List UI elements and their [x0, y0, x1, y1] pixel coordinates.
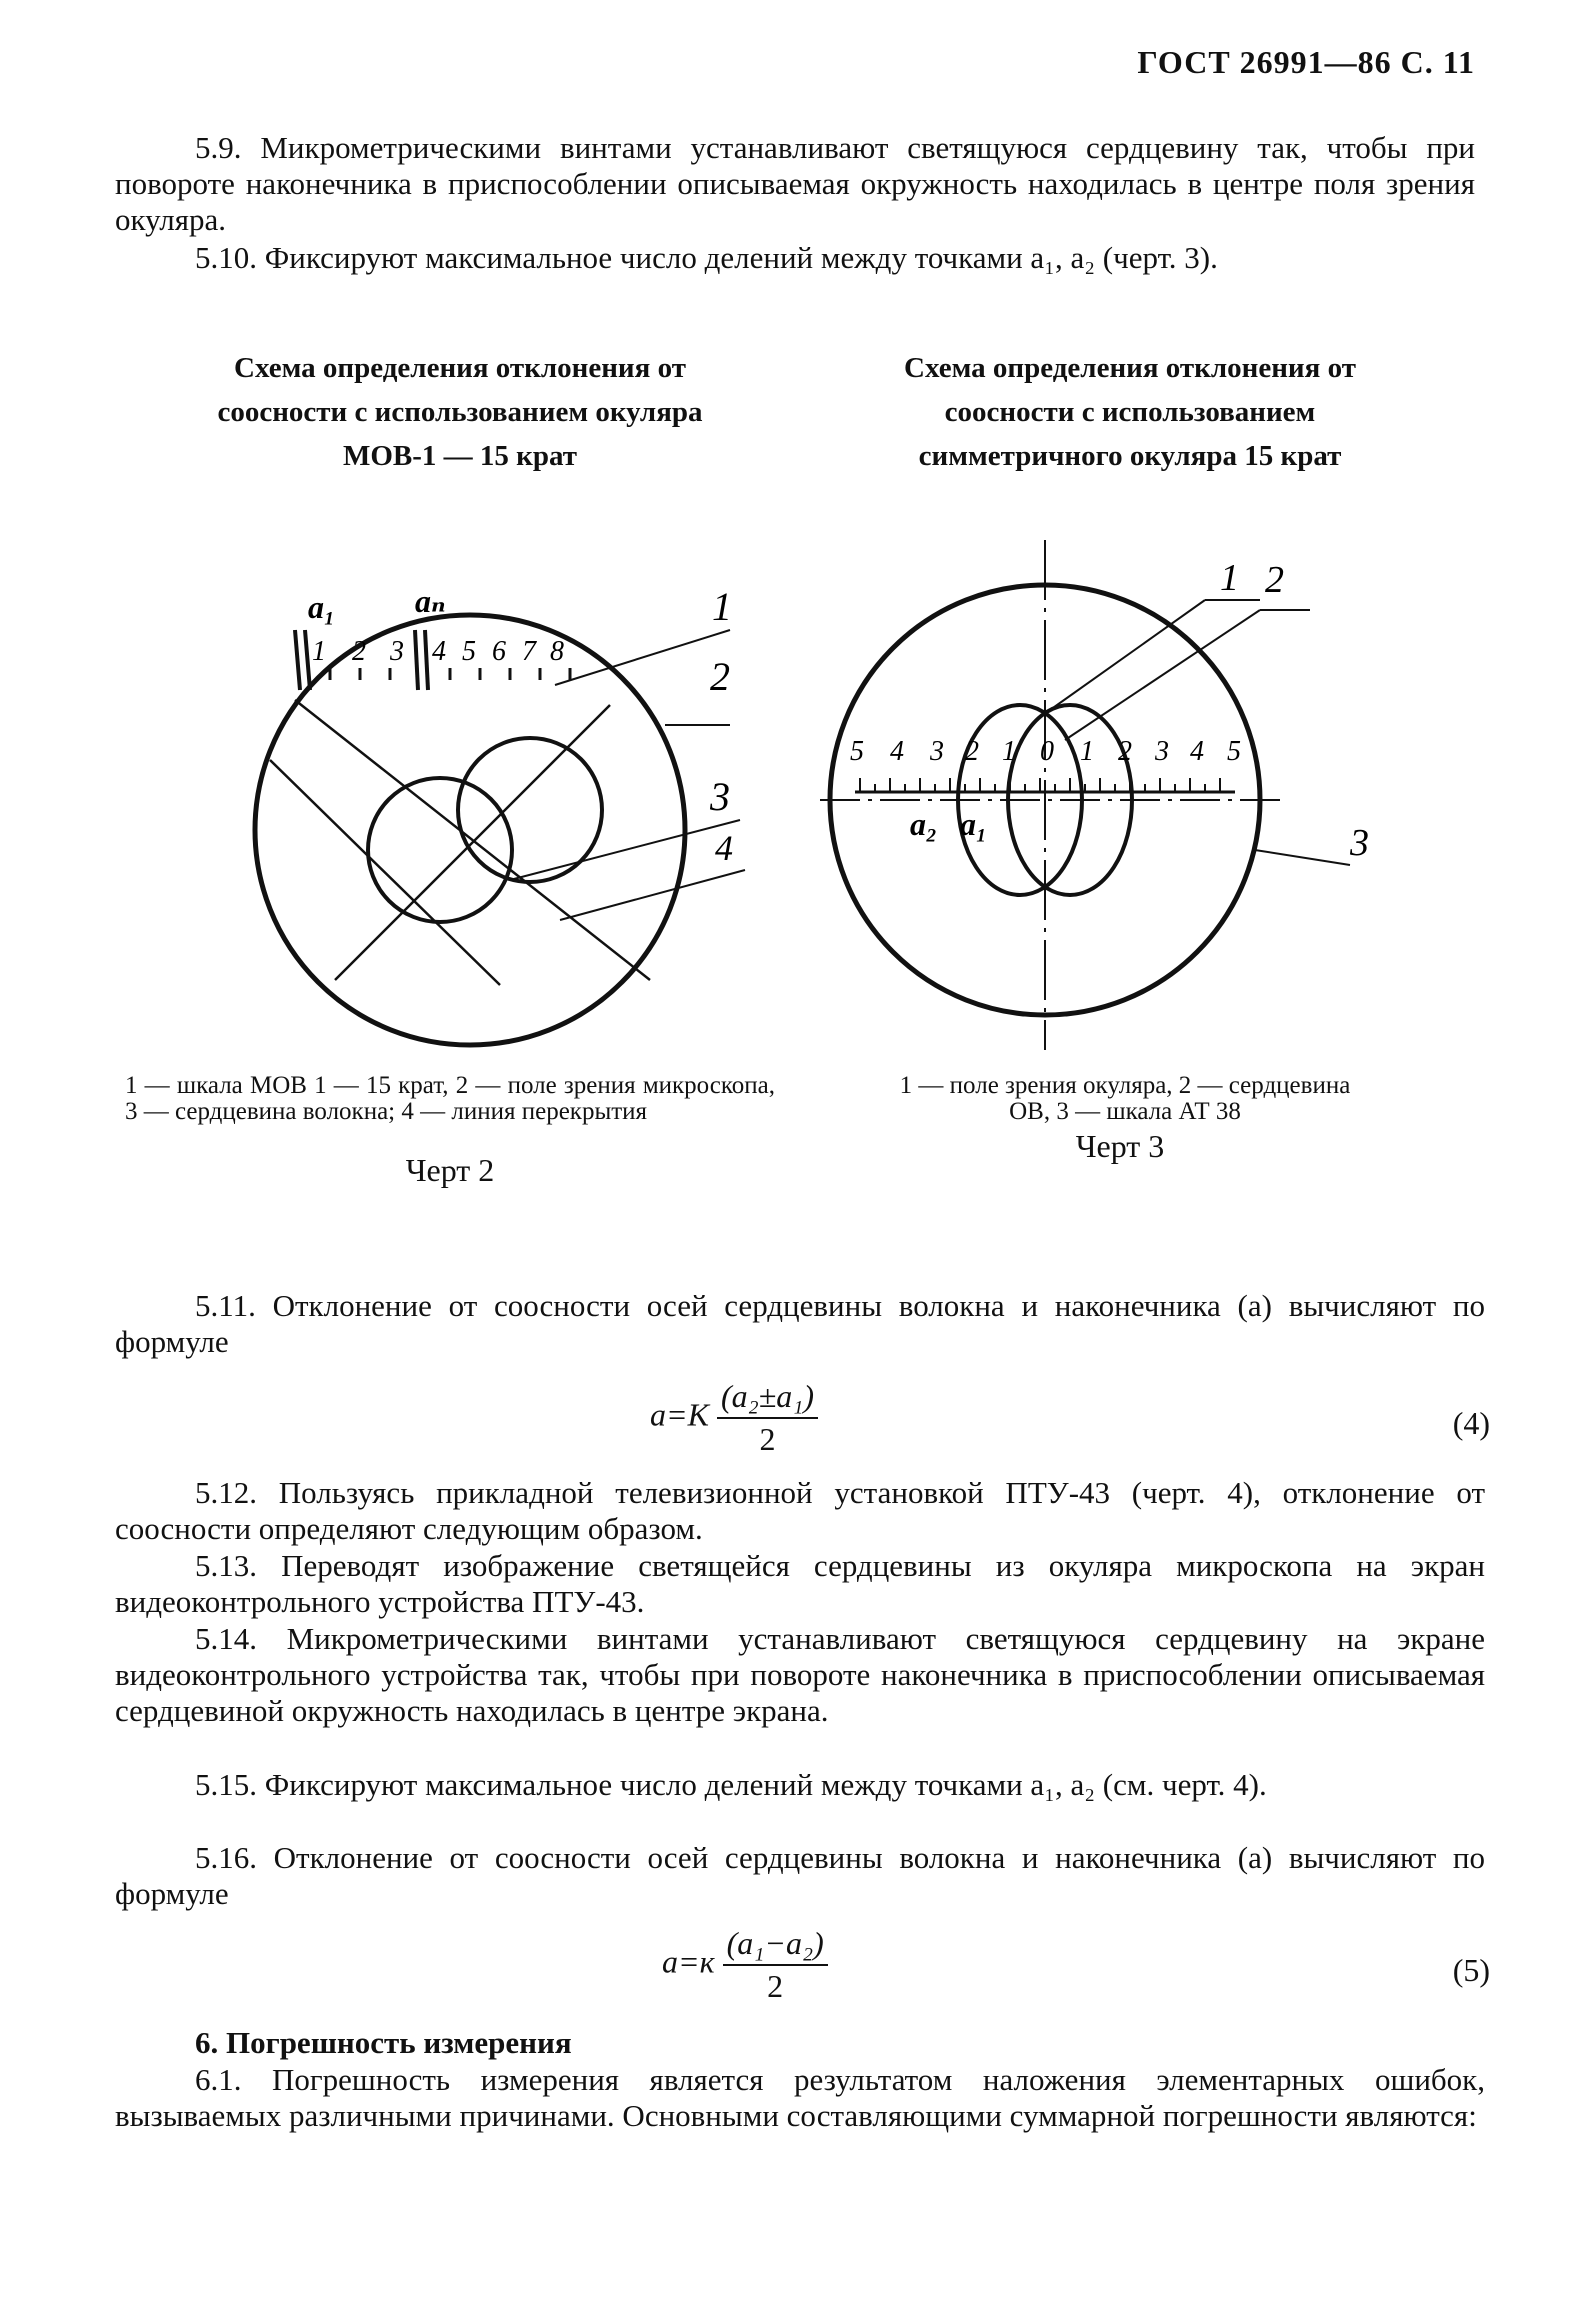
figure2-scale-1: 1 [312, 636, 326, 667]
formula-4-numerator: (a₂±a₁) [717, 1378, 818, 1419]
figure3-leader-1 [1050, 600, 1205, 710]
figure2-scale-6: 6 [492, 636, 506, 667]
figure3-scale-l2: 2 [965, 736, 979, 767]
figure2-core-circle-a [458, 738, 602, 882]
figure2-scale-8: 8 [550, 636, 564, 667]
formula-4-lhs: a=K [650, 1396, 709, 1433]
figure3-caption [800, 1073, 1450, 1125]
formula-5-lhs: a=к [662, 1943, 715, 1980]
figure3-callout-1: 1 [1220, 557, 1239, 599]
figure2-diagram [200, 540, 760, 1060]
formula-5-fraction [723, 1925, 828, 2005]
formula-5 [662, 1925, 828, 2005]
paragraph-5-11: 5.11. Отклонение от соосности осей сердцевины волокна и наконечника (a) вычисляют по формуле [115, 1288, 1485, 1359]
paragraph-5-13: 5.13. Переводят изображение светящейся сердцевины из окуляра микроскопа на экран видеоконтрольного устройства ПТУ-43. [115, 1548, 1485, 1619]
figure3-leader-3 [1255, 850, 1350, 865]
figure2-leader-1 [555, 630, 730, 685]
paragraph-5-12: 5.12. Пользуясь прикладной телевизионной установкой ПТУ-43 (черт. 4), отклонение от соосности определяют следующим образом. [115, 1475, 1485, 1546]
paragraph-5-14: 5.14. Микрометрическими винтами устанавливают светящуюся сердцевину на экране видеоконтрольного устройства так, чтобы при повороте наконечника в приспособлении описываемая сердцевиной окружность находилась в центре экрана. [115, 1621, 1485, 1728]
formula-5-numerator: (a₁−a₂) [723, 1925, 828, 1966]
paragraph-6-1: 6.1. Погрешность измерения является результатом наложения элементарных ошибок, вызываемых различными причинами. Основными составляющими суммарной погрешности являются: [115, 2062, 1485, 2133]
figure2-leader-4 [560, 870, 745, 920]
figure2-scale-2: 2 [352, 636, 366, 667]
figure3-callout-2: 2 [1265, 559, 1284, 601]
figure2-scale-7: 7 [522, 636, 536, 667]
figure3-diagram [790, 520, 1490, 1060]
figure3-callout-3: 3 [1350, 822, 1369, 864]
figure3-scale-l5: 5 [850, 736, 864, 767]
formula-4 [650, 1378, 818, 1458]
paragraph-5-9: 5.9. Микрометрическими винтами устанавливают светящуюся сердцевину так, чтобы при повороте наконечника в приспособлении описываемая окружность находилась в центре поля зрения окуляра. [115, 130, 1475, 237]
figure3-title [790, 346, 1470, 478]
figure2-label: Черт 2 [405, 1152, 495, 1188]
figure2-core-circle-b [368, 778, 512, 922]
figure2-scale-bar-1 [295, 630, 300, 690]
figure3-title-line1: Схема определения отклонения от [904, 352, 1356, 384]
figure2-scale-bar-3 [415, 630, 418, 690]
figure3-point-a2: a₂ [910, 806, 938, 842]
figure2-callout-4: 4 [715, 828, 733, 868]
figure2-caption: 1 — шкала МОВ 1 — 15 крат, 2 — поле зрения микроскопа, 3 — сердцевина волокна; 4 — линия перекрытия [125, 1072, 775, 1125]
page-header: ГОСТ 26991—86 С. 11 [1137, 44, 1475, 80]
figure2-field-circle [255, 615, 685, 1045]
figure2-point-a1: a₁ [308, 589, 336, 625]
figure2-title-line1: Схема определения отклонения от [234, 352, 686, 384]
figure3-scale-l4: 4 [890, 736, 904, 767]
figure2-scale-ticks [330, 668, 570, 680]
figure3-scale-r3: 3 [1155, 736, 1169, 767]
figure3-scale-r2: 2 [1118, 736, 1132, 767]
figure2-overlap-line-2 [270, 760, 500, 985]
figure3-scale-r4: 4 [1190, 736, 1204, 767]
figure3-scale-l3: 3 [930, 736, 944, 767]
figure2-title-line2: соосности с использованием окуляра [217, 396, 703, 428]
figure2-scale-3: 3 [390, 636, 404, 667]
figure2-scale-bar-2 [305, 630, 310, 690]
figure3-caption-line2: ОВ, 3 — шкала АТ 38 [1009, 1098, 1241, 1125]
figure2-callout-2: 2 [710, 654, 730, 699]
figure2-leader-3 [510, 820, 740, 880]
formula-4-denominator: 2 [759, 1421, 776, 1457]
figure2-title-line3: МОВ-1 — 15 крат [342, 440, 577, 472]
figure3-scale-r5: 5 [1227, 736, 1241, 767]
figure2-callout-3: 3 [710, 774, 730, 819]
figure2-point-an: aₙ [415, 583, 446, 619]
formula-5-denominator: 2 [767, 1968, 784, 2004]
figure3-scale-l1: 1 [1002, 736, 1016, 767]
formula-5-number: (5) [1452, 1952, 1490, 1988]
figure3-scale-r1: 1 [1080, 736, 1094, 767]
figure3-title-line2: соосности с использованием [944, 396, 1316, 428]
figure2-title [120, 346, 800, 478]
figure2-overlap-line-3 [335, 705, 610, 980]
section-6-heading: 6. Погрешность измерения [195, 2025, 572, 2060]
figure2-callout-1: 1 [712, 584, 732, 629]
figure3-caption-line1: 1 — поле зрения окуляра, 2 — сердцевина [899, 1072, 1351, 1099]
figure2-scale-5: 5 [462, 636, 476, 667]
formula-4-fraction [717, 1378, 818, 1458]
figure2-scale-4: 4 [432, 636, 446, 667]
figure3-label: Черт 3 [1075, 1128, 1165, 1164]
figure3-scale-zero: 0 [1040, 736, 1054, 767]
paragraph-5-16: 5.16. Отклонение от соосности осей сердцевины волокна и наконечника (a) вычисляют по формуле [115, 1840, 1485, 1911]
paragraph-5-15: 5.15. Фиксируют максимальное число делений между точками a₁, a₂ (см. черт. 4). [195, 1767, 1267, 1802]
figure3-title-line3: симметричного окуляра 15 крат [918, 440, 1342, 472]
paragraph-5-10: 5.10. Фиксируют максимальное число делений между точками a₁, a₂ (черт. 3). [195, 240, 1218, 275]
figure3-scale-ticks [860, 778, 1220, 792]
formula-4-number: (4) [1452, 1405, 1490, 1441]
figure3-point-a1: a₁ [960, 806, 988, 842]
figure2-scale-bar-4 [425, 630, 428, 690]
